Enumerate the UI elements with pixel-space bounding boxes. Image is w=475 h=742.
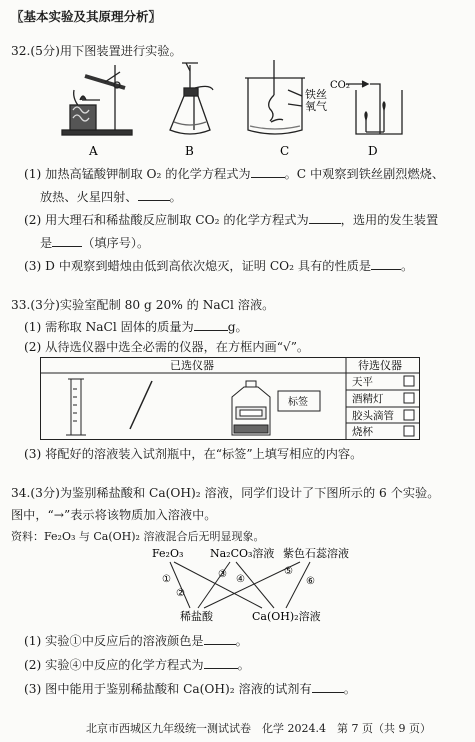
checkbox-dropper[interactable] (404, 410, 414, 420)
section-title: 〖基本实验及其原理分析〗 (11, 9, 162, 24)
instrument-table (40, 357, 420, 440)
label-c: C (280, 144, 290, 158)
q33-p1-blank[interactable] (194, 318, 228, 331)
q34-p1-text-a: (1) 实验①中反应后的溶液颜色是 (24, 634, 204, 648)
q32-part2-line2 (40, 234, 149, 251)
candidate-balance: 天平 (352, 376, 373, 388)
q32-p2-text-a: (2) 用大理石和稀盐酸反应制取 CO₂ 的化学方程式为 (24, 213, 309, 227)
q32-p2-text-b: ，选用的发生装置 (340, 213, 439, 227)
q34-score: (3分) (30, 486, 60, 500)
q32-p3-text-a: (3) D 中观察到蜡烛由低到高依次熄灭，证明 CO₂ 具有的性质是 (24, 259, 372, 273)
q34-resource: 资料：Fe₂O₃ 与 Ca(OH)₂ 溶液混合后无明显现象。 (11, 530, 265, 543)
apparatus-c (245, 60, 305, 134)
candidate-alcohol-lamp: 酒精灯 (352, 393, 384, 405)
q34-diagram (150, 544, 370, 624)
q34-part3 (24, 680, 356, 697)
q32-part1-line2 (40, 188, 182, 205)
q32-p1-text-a: (1) 加热高锰酸钾制取 O₂ 的化学方程式为 (24, 167, 251, 181)
q34-header (11, 484, 439, 501)
page-footer: 北京市西城区九年级统一测试试卷 化学 2024.4 第 7 页（共 9 页） (86, 722, 431, 735)
q32-number: 32. (11, 44, 31, 58)
q33-p1-text-a: (1) 需称取 NaCl 固体的质量为 (24, 320, 194, 334)
num-2: ② (176, 588, 185, 599)
q32-p2-blank-2[interactable] (52, 234, 82, 247)
q34-p3-text-b: 。 (343, 682, 356, 696)
apparatus-b (170, 63, 213, 134)
num-1: ① (162, 574, 171, 585)
q34-stem-b: 图中，“→”表示将该物质加入溶液中。 (11, 508, 217, 522)
num-6: ⑥ (306, 576, 315, 587)
label-a: A (89, 144, 98, 158)
q32-part2-line1 (24, 211, 438, 228)
q33-number: 33. (11, 298, 31, 312)
q34-p2-blank[interactable] (204, 656, 238, 669)
q32-p2-text-c: 是 (40, 236, 53, 250)
reagent-bottle-icon (232, 381, 270, 435)
q33-header (11, 296, 274, 313)
node-hcl: 稀盐酸 (180, 610, 213, 623)
candidate-instruments-header: 待选仪器 (358, 359, 402, 372)
label-b: B (185, 144, 194, 158)
q32-stem: 用下图装置进行实验。 (59, 44, 182, 58)
num-4: ④ (236, 574, 245, 585)
q33-part3: (3) 将配好的溶液装入试剂瓶中，在“标签”上填写相应的内容。 (24, 447, 363, 461)
q32-header (11, 42, 182, 59)
q34-part1 (24, 632, 248, 649)
node-fe2o3: Fe₂O₃ (152, 547, 184, 560)
q32-p2-text-d: （填序号）。 (82, 236, 150, 250)
q32-apparatus-figure (40, 60, 460, 160)
q34-p3-text-a: (3) 图中能用于鉴别稀盐酸和 Ca(OH)₂ 溶液的试剂有 (24, 682, 312, 696)
q34-p1-text-b: 。 (235, 634, 248, 648)
q32-p3-text-b: 。 (401, 259, 414, 273)
glass-rod-icon (130, 381, 152, 429)
q32-part3 (24, 257, 413, 274)
q34-stem-a: 为鉴别稀盐酸和 Ca(OH)₂ 溶液，同学们设计了下图所示的 6 个实验。 (59, 486, 440, 500)
q34-p3-blank[interactable] (312, 680, 344, 693)
q32-p1-text-c: 放热、火星四射、 (40, 190, 138, 204)
apparatus-a (62, 65, 132, 135)
q32-part1-line1 (24, 165, 444, 182)
q32-p3-blank[interactable] (371, 257, 401, 270)
checkbox-balance[interactable] (404, 376, 414, 386)
candidate-beaker: 烧杯 (352, 426, 373, 438)
q32-p1-blank-1[interactable] (251, 165, 285, 178)
q34-p2-text-b: 。 (237, 658, 250, 672)
q32-p2-blank-1[interactable] (309, 211, 341, 224)
label-d: D (368, 144, 378, 158)
q34-p2-text-a: (2) 实验④中反应的化学方程式为 (24, 658, 204, 672)
c-annot-1: 铁丝 (305, 88, 327, 101)
c-annot-2: 氧气 (305, 100, 327, 113)
selected-instruments-header: 已选仪器 (170, 359, 214, 372)
node-caoh2: Ca(OH)₂溶液 (252, 610, 321, 623)
num-5: ⑤ (284, 566, 293, 577)
q33-part2: (2) 从待选仪器中选全必需的仪器，在方框内画“√”。 (24, 340, 310, 354)
num-3: ③ (218, 569, 227, 580)
q33-part1 (24, 318, 248, 335)
q33-stem: 实验室配制 80 g 20% 的 NaCl 溶液。 (59, 298, 275, 312)
q34-p1-blank[interactable] (204, 632, 236, 645)
q34-number: 34. (11, 486, 31, 500)
q32-p1-text-b: 。C 中观察到铁丝剧烈燃烧、 (284, 167, 445, 181)
graduated-cylinder-icon (66, 379, 86, 435)
q34-part2 (24, 656, 250, 673)
candidate-dropper: 胶头滴管 (352, 410, 394, 422)
node-na2co3: Na₂CO₃溶液 (210, 547, 275, 560)
node-litmus: 紫色石蕊溶液 (283, 547, 349, 560)
checkbox-alcohol-lamp[interactable] (404, 393, 414, 403)
q33-score: (3分) (30, 298, 60, 312)
q33-p1-text-b: g。 (227, 320, 248, 334)
apparatus-d (346, 81, 402, 134)
q32-p1-blank-2[interactable] (138, 188, 170, 201)
q32-p1-text-d: 。 (169, 190, 182, 204)
label-tag-text: 标签 (288, 397, 308, 408)
d-annot: CO₂ (330, 80, 350, 91)
q32-score: (5分) (30, 44, 60, 58)
checkbox-beaker[interactable] (404, 426, 414, 436)
